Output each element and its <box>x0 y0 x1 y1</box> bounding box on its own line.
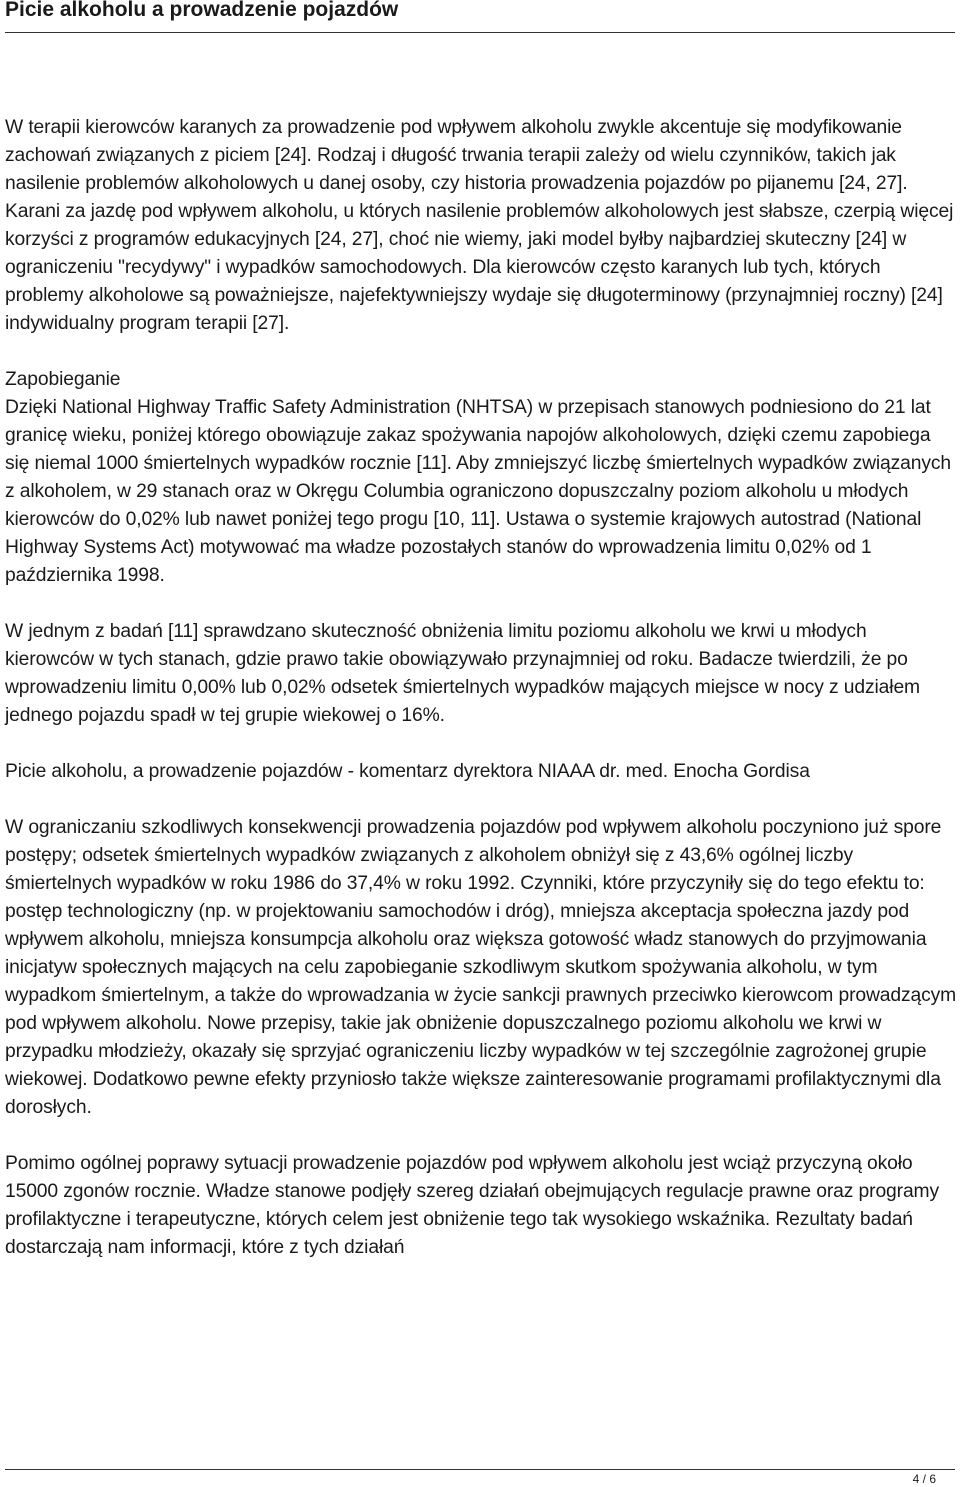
header-divider <box>5 32 955 33</box>
page-number: 4 / 6 <box>912 1472 936 1486</box>
paragraph-study: W jednym z badań [11] sprawdzano skuteczność obniżenia limitu poziomu alkoholu we krwi u młodych kierowców w tych stanach, gdzie prawo takie obowiązywało przynajmniej od roku. Badacze twierdzili, że po wprowadzeniu limitu 0,00% lub 0,02% odsetek śmiertelnych wypadków mających miejsce w nocy z udziałem jednego pojazdu spadł w tej grupie wiekowej o 16%. <box>5 621 920 726</box>
paragraph-therapy: W terapii kierowców karanych za prowadzenie pod wpływem alkoholu zwykle akcentuje się modyfikowanie zachowań związanych z piciem [24]. Rodzaj i długość trwania terapii zależy od wielu czynników, takich jak nasilenie problemów alkoholowych u danej osoby, czy historia prowadzenia pojazdów po pijanemu [24, 27]. Karani za jazdę pod wpływem alkoholu, u których nasilenie problemów alkoholowych jest słabsze, czerpią więcej korzyści z programów edukacyjnych [24, 27], choć nie wiemy, jaki model byłby najbardziej skuteczny [24] w ograniczeniu "recydywy" i wypadków samochodowych. Dla kierowców często karanych lub tych, których problemy alkoholowe są poważniejsze, najefektywniejszy wydaje się długoterminowy (przynajmniej roczny) [24] indywidualny program terapii [27]. <box>5 117 954 334</box>
section-heading-commentary: Picie alkoholu, a prowadzenie pojazdów - komentarz dyrektora NIAAA dr. med. Enocha Gordisa <box>5 761 810 782</box>
paragraph-remaining: Pomimo ogólnej poprawy sytuacji prowadzenie pojazdów pod wpływem alkoholu jest wciąż przyczyną około 15000 zgonów rocznie. Władze stanowe podjęły szereg działań obejmujących regulacje prawne oraz programy profilaktyczne i terapeutyczne, których celem jest obniżenie tego tak wysokiego wskaźnika. Rezultaty badań dostarczają nam informacji, które z tych działań <box>5 1153 940 1258</box>
paragraph-prevention: Dzięki National Highway Traffic Safety Administration (NHTSA) w przepisach stanowych podniesiono do 21 lat granicę wieku, poniżej którego obowiązuje zakaz spożywania napojów alkoholowych, dzięki czemu zapobiega się niemal 1000 śmiertelnych wypadków rocznie [11]. Aby zmniejszyć liczbę śmiertelnych wypadków związanych z alkoholem, w 29 stanach oraz w Okręgu Columbia ograniczono dopuszczalny poziom alkoholu u młodych kierowców do 0,02% lub nawet poniżej tego progu [10, 11]. Ustawa o systemie krajowych autostrad (National Highway Systems Act) motywować ma władze pozostałych stanów do wprowadzenia limitu 0,02% od 1 października 1998. <box>5 397 952 586</box>
document-body <box>5 114 957 1262</box>
page-header <box>5 0 955 38</box>
section-heading-prevention: Zapobieganie <box>5 369 121 390</box>
page-title: Picie alkoholu a prowadzenie pojazdów <box>5 0 399 21</box>
paragraph-progress: W ograniczaniu szkodliwych konsekwencji prowadzenia pojazdów pod wpływem alkoholu poczyniono już spore postępy; odsetek śmiertelnych wypadków związanych z alkoholem obniżył się z 43,6% ogólnej liczby śmiertelnych wypadków w roku 1986 do 37,4% w roku 1992. Czynniki, które przyczyniły się do tego efektu to: postęp technologiczny (np. w projektowaniu samochodów i dróg), mniejsza akceptacja społeczna jazdy pod wpływem alkoholu, mniejsza konsumpcja alkoholu oraz większa gotowość władz stanowych do przyjmowania inicjatyw społecznych mających na celu zapobieganie szkodliwym skutkom spożywania alkoholu, w tym wypadkom śmiertelnym, a także do wprowadzania w życie sankcji prawnych przeciwko kierowcom prowadzącym pod wpływem alkoholu. Nowe przepisy, takie jak obniżenie dopuszczalnego poziomu alkoholu we krwi w przypadku młodzieży, okazały się sprzyjać ograniczeniu liczby wypadków w tej szczególnie zagrożonej grupie wiekowej. Dodatkowo pewne efekty przyniosło także większe zainteresowanie programami profilaktycznymi dla dorosłych. <box>5 817 957 1118</box>
footer-divider <box>5 1469 955 1470</box>
